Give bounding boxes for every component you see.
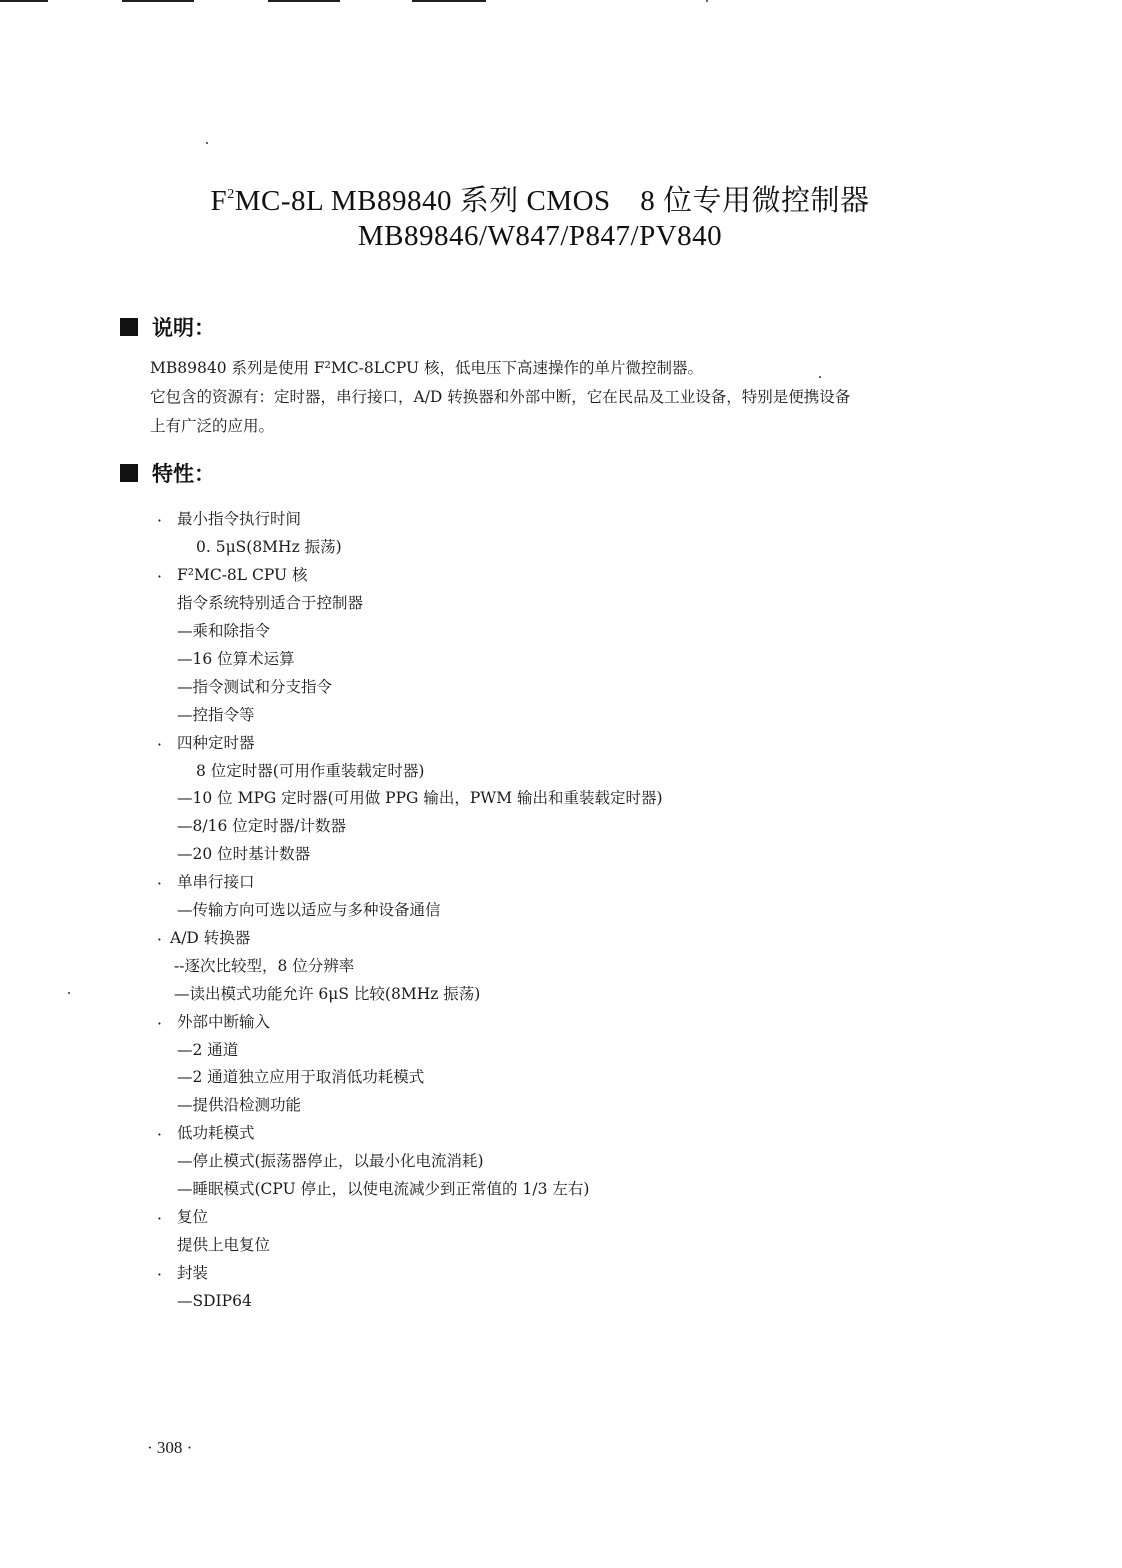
feature-detail: --逐次比较型，8 位分辨率 bbox=[174, 957, 355, 975]
scan-speck bbox=[68, 992, 70, 994]
feature-detail: —2 通道 bbox=[177, 1041, 239, 1059]
scan-speck bbox=[819, 376, 821, 378]
feature-detail: —10 位 MPG 定时器(可用做 PPG 输出，PWM 输出和重装载定时器) bbox=[177, 789, 663, 807]
feature-item: 复位 bbox=[177, 1208, 209, 1226]
feature-detail: —传输方向可选以适应与多种设备通信 bbox=[177, 901, 441, 919]
feature-detail: —2 通道独立应用于取消低功耗模式 bbox=[177, 1068, 425, 1086]
description-line: 它包含的资源有：定时器，串行接口，A/D 转换器和外部中断，它在民品及工业设备，特别是便携设备 bbox=[150, 388, 851, 406]
feature-detail: 提供上电复位 bbox=[177, 1236, 271, 1254]
bullet-dot-icon: · bbox=[157, 568, 162, 586]
feature-detail: —提供沿检测功能 bbox=[177, 1096, 302, 1114]
square-bullet-icon bbox=[120, 464, 138, 482]
feature-detail: —SDIP64 bbox=[177, 1292, 252, 1310]
top-rule bbox=[412, 0, 486, 2]
feature-detail: —控指令等 bbox=[177, 706, 255, 724]
bullet-dot-icon: · bbox=[157, 512, 162, 530]
feature-item: F²MC-8L CPU 核 bbox=[177, 566, 308, 584]
page-number: · 308 · bbox=[147, 1438, 193, 1457]
feature-detail: —睡眠模式(CPU 停止，以使电流减少到正常值的 1/3 左右) bbox=[177, 1180, 590, 1198]
section-heading-features bbox=[120, 458, 215, 488]
feature-item: 封装 bbox=[177, 1264, 209, 1282]
feature-detail: —乘和除指令 bbox=[177, 622, 271, 640]
bullet-dot-icon: · bbox=[157, 931, 162, 949]
feature-detail: 指令系统特别适合于控制器 bbox=[177, 594, 364, 612]
feature-item: A/D 转换器 bbox=[170, 929, 251, 947]
bullet-dot-icon: · bbox=[157, 875, 162, 893]
top-rule bbox=[122, 0, 194, 2]
bullet-dot-icon: · bbox=[157, 736, 162, 754]
feature-detail: —20 位时基计数器 bbox=[177, 845, 311, 863]
section-heading-label: 说明： bbox=[152, 316, 215, 340]
feature-item: 四种定时器 bbox=[177, 734, 255, 752]
square-bullet-icon bbox=[120, 318, 138, 336]
top-rule bbox=[0, 0, 48, 2]
bullet-dot-icon: · bbox=[157, 1266, 162, 1284]
document-title-line2: MB89846/W847/P847/PV840 bbox=[357, 220, 723, 252]
feature-detail: 8 位定时器(可用作重装载定时器) bbox=[196, 762, 425, 780]
top-rule bbox=[268, 0, 340, 2]
feature-item: 单串行接口 bbox=[177, 873, 255, 891]
scan-speck bbox=[206, 142, 208, 144]
section-heading-label: 特性： bbox=[152, 462, 215, 486]
bullet-dot-icon: · bbox=[157, 1210, 162, 1228]
feature-detail: —停止模式(振荡器停止，以最小化电流消耗) bbox=[177, 1152, 484, 1170]
feature-item: 外部中断输入 bbox=[177, 1013, 271, 1031]
feature-detail: —指令测试和分支指令 bbox=[177, 678, 333, 696]
description-line: 上有广泛的应用。 bbox=[150, 417, 275, 435]
feature-detail: 0. 5μS(8MHz 振荡) bbox=[196, 538, 342, 556]
feature-item: 最小指令执行时间 bbox=[177, 510, 302, 528]
feature-detail: —读出模式功能允许 6μS 比较(8MHz 振荡) bbox=[174, 985, 481, 1003]
bullet-dot-icon: · bbox=[157, 1126, 162, 1144]
feature-detail: —16 位算术运算 bbox=[177, 650, 295, 668]
bullet-dot-icon: · bbox=[157, 1015, 162, 1033]
scan-speck bbox=[706, 0, 708, 2]
section-heading-description bbox=[120, 312, 215, 342]
feature-detail: —8/16 位定时器/计数器 bbox=[177, 817, 346, 835]
feature-item: 低功耗模式 bbox=[177, 1124, 255, 1142]
description-line: MB89840 系列是使用 F²MC-8LCPU 核，低电压下高速操作的单片微控制器。 bbox=[150, 359, 704, 377]
document-title-line1: $F^2MC-8L$ MB89840 系列 CMOS 8 位专用微控制器 bbox=[210, 185, 870, 217]
